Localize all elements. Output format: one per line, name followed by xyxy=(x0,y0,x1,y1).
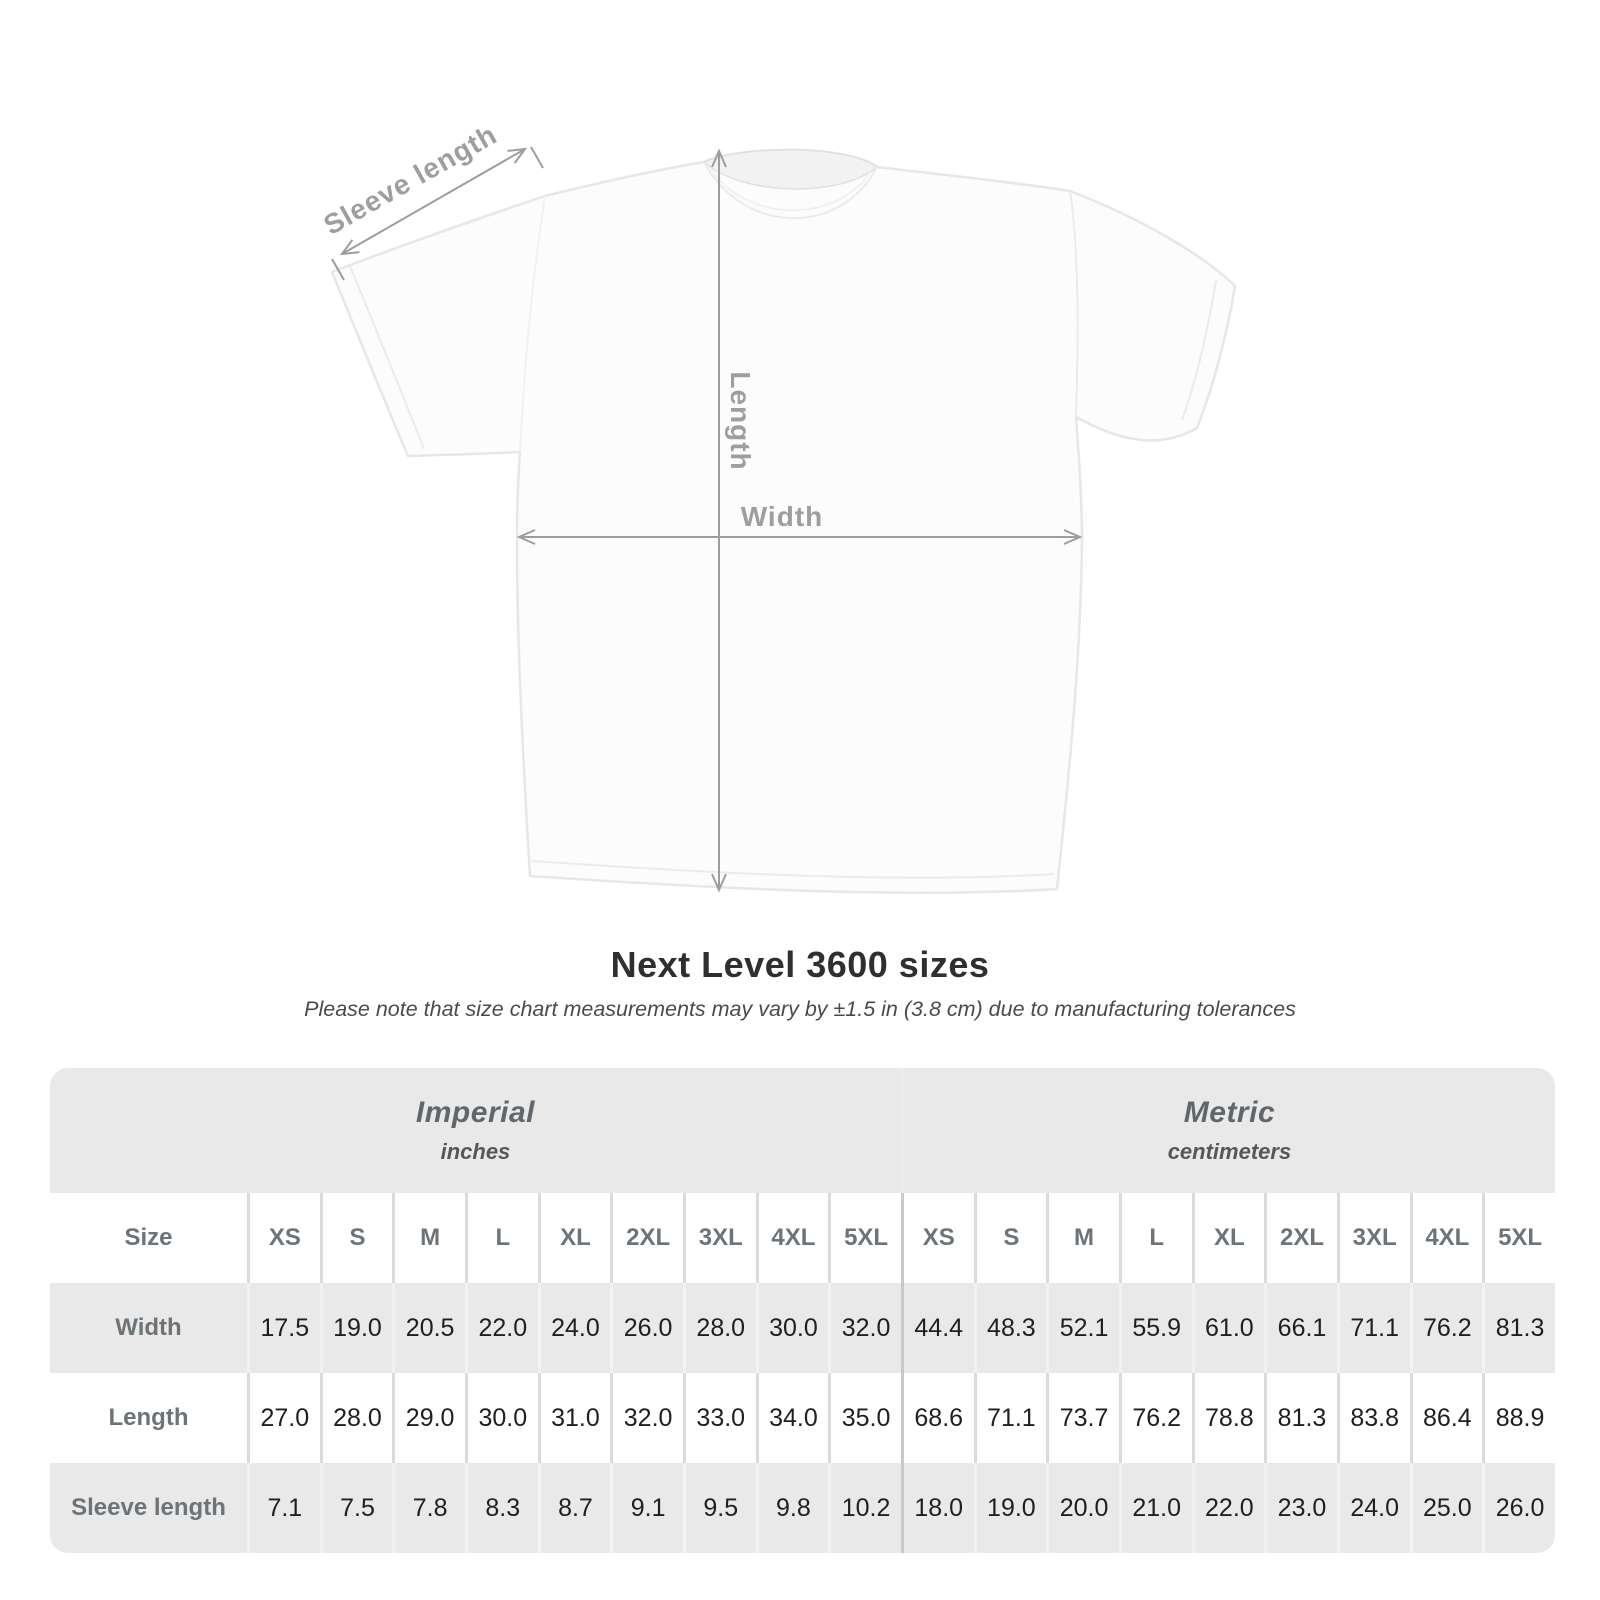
size-column-header: M xyxy=(1046,1193,1119,1283)
value-cell: 71.1 xyxy=(1337,1283,1410,1373)
value-cell: 35.0 xyxy=(828,1373,901,1463)
value-cell: 33.0 xyxy=(683,1373,756,1463)
value-cell: 7.1 xyxy=(247,1463,320,1553)
value-cell: 21.0 xyxy=(1119,1463,1192,1553)
value-cell: 76.2 xyxy=(1410,1283,1483,1373)
size-column-header: 3XL xyxy=(1337,1193,1410,1283)
value-cell: 32.0 xyxy=(610,1373,683,1463)
value-cell: 23.0 xyxy=(1264,1463,1337,1553)
metric-sublabel: centimeters xyxy=(1167,1139,1292,1164)
value-cell: 9.5 xyxy=(683,1463,756,1553)
value-cell: 9.1 xyxy=(610,1463,683,1553)
value-cell: 22.0 xyxy=(465,1283,538,1373)
value-cell: 28.0 xyxy=(683,1283,756,1373)
row-label: Length xyxy=(50,1373,247,1463)
size-column-header: 4XL xyxy=(756,1193,829,1283)
value-cell: 68.6 xyxy=(901,1373,974,1463)
value-cell: 7.8 xyxy=(392,1463,465,1553)
value-cell: 81.3 xyxy=(1482,1283,1555,1373)
sleeve-length-label: Sleeve length xyxy=(318,118,503,241)
table-body xyxy=(50,1283,1555,1553)
value-cell: 26.0 xyxy=(610,1283,683,1373)
size-column-header: M xyxy=(392,1193,465,1283)
size-column-header: XS xyxy=(247,1193,320,1283)
size-chart-table xyxy=(50,1068,1555,1553)
size-column-header: 5XL xyxy=(1482,1193,1555,1283)
size-column-header: 4XL xyxy=(1410,1193,1483,1283)
size-column-header: 2XL xyxy=(1264,1193,1337,1283)
size-column-header: XL xyxy=(538,1193,611,1283)
value-cell: 24.0 xyxy=(538,1283,611,1373)
size-column-header: 5XL xyxy=(828,1193,901,1283)
value-cell: 78.8 xyxy=(1192,1373,1265,1463)
size-column-header: L xyxy=(1119,1193,1192,1283)
size-column-header: L xyxy=(465,1193,538,1283)
value-cell: 9.8 xyxy=(756,1463,829,1553)
size-column-header: S xyxy=(974,1193,1047,1283)
row-label: Width xyxy=(50,1283,247,1373)
value-cell: 30.0 xyxy=(756,1283,829,1373)
value-cell: 10.2 xyxy=(828,1463,901,1553)
value-cell: 25.0 xyxy=(1410,1463,1483,1553)
page-title: Next Level 3600 sizes xyxy=(610,944,990,985)
value-cell: 88.9 xyxy=(1482,1373,1555,1463)
metric-label: Metric xyxy=(1183,1096,1276,1129)
row-label: Sleeve length xyxy=(50,1463,247,1553)
measurement-row xyxy=(50,1463,1555,1553)
length-label: Length xyxy=(725,371,756,471)
value-cell: 86.4 xyxy=(1410,1373,1483,1463)
value-cell: 61.0 xyxy=(1192,1283,1265,1373)
table-head xyxy=(50,1068,1555,1283)
value-cell: 34.0 xyxy=(756,1373,829,1463)
width-label: Width xyxy=(740,501,824,532)
value-cell: 8.3 xyxy=(465,1463,538,1553)
value-cell: 32.0 xyxy=(828,1283,901,1373)
metric-group-header xyxy=(901,1068,1555,1193)
value-cell: 44.4 xyxy=(901,1283,974,1373)
size-header-row xyxy=(50,1193,1555,1283)
value-cell: 66.1 xyxy=(1264,1283,1337,1373)
value-cell: 26.0 xyxy=(1482,1463,1555,1553)
value-cell: 28.0 xyxy=(320,1373,393,1463)
value-cell: 24.0 xyxy=(1337,1463,1410,1553)
value-cell: 20.0 xyxy=(1046,1463,1119,1553)
size-column-header: S xyxy=(320,1193,393,1283)
dimension-tick xyxy=(531,147,543,168)
imperial-sublabel: inches xyxy=(440,1139,511,1164)
value-cell: 20.5 xyxy=(392,1283,465,1373)
value-cell: 55.9 xyxy=(1119,1283,1192,1373)
value-cell: 52.1 xyxy=(1046,1283,1119,1373)
size-column-header: 3XL xyxy=(683,1193,756,1283)
value-cell: 30.0 xyxy=(465,1373,538,1463)
value-cell: 7.5 xyxy=(320,1463,393,1553)
measurement-row xyxy=(50,1373,1555,1463)
tolerance-note: Please note that size chart measurements may vary by ±1.5 in (3.8 cm) due to manufacturing tolerances xyxy=(304,997,1296,1021)
value-cell: 22.0 xyxy=(1192,1463,1265,1553)
value-cell: 83.8 xyxy=(1337,1373,1410,1463)
value-cell: 76.2 xyxy=(1119,1373,1192,1463)
value-cell: 73.7 xyxy=(1046,1373,1119,1463)
value-cell: 81.3 xyxy=(1264,1373,1337,1463)
imperial-group-header xyxy=(50,1068,901,1193)
size-corner-label: Size xyxy=(50,1193,247,1283)
size-column-header: XL xyxy=(1192,1193,1265,1283)
value-cell: 8.7 xyxy=(538,1463,611,1553)
value-cell: 29.0 xyxy=(392,1373,465,1463)
size-column-header: 2XL xyxy=(610,1193,683,1283)
imperial-label: Imperial xyxy=(415,1096,535,1129)
value-cell: 18.0 xyxy=(901,1463,974,1553)
value-cell: 19.0 xyxy=(974,1463,1047,1553)
value-cell: 27.0 xyxy=(247,1373,320,1463)
value-cell: 17.5 xyxy=(247,1283,320,1373)
unit-group-row xyxy=(50,1068,1555,1193)
value-cell: 48.3 xyxy=(974,1283,1047,1373)
value-cell: 71.1 xyxy=(974,1373,1047,1463)
value-cell: 19.0 xyxy=(320,1283,393,1373)
size-column-header: XS xyxy=(901,1193,974,1283)
measurement-row xyxy=(50,1283,1555,1373)
value-cell: 31.0 xyxy=(538,1373,611,1463)
